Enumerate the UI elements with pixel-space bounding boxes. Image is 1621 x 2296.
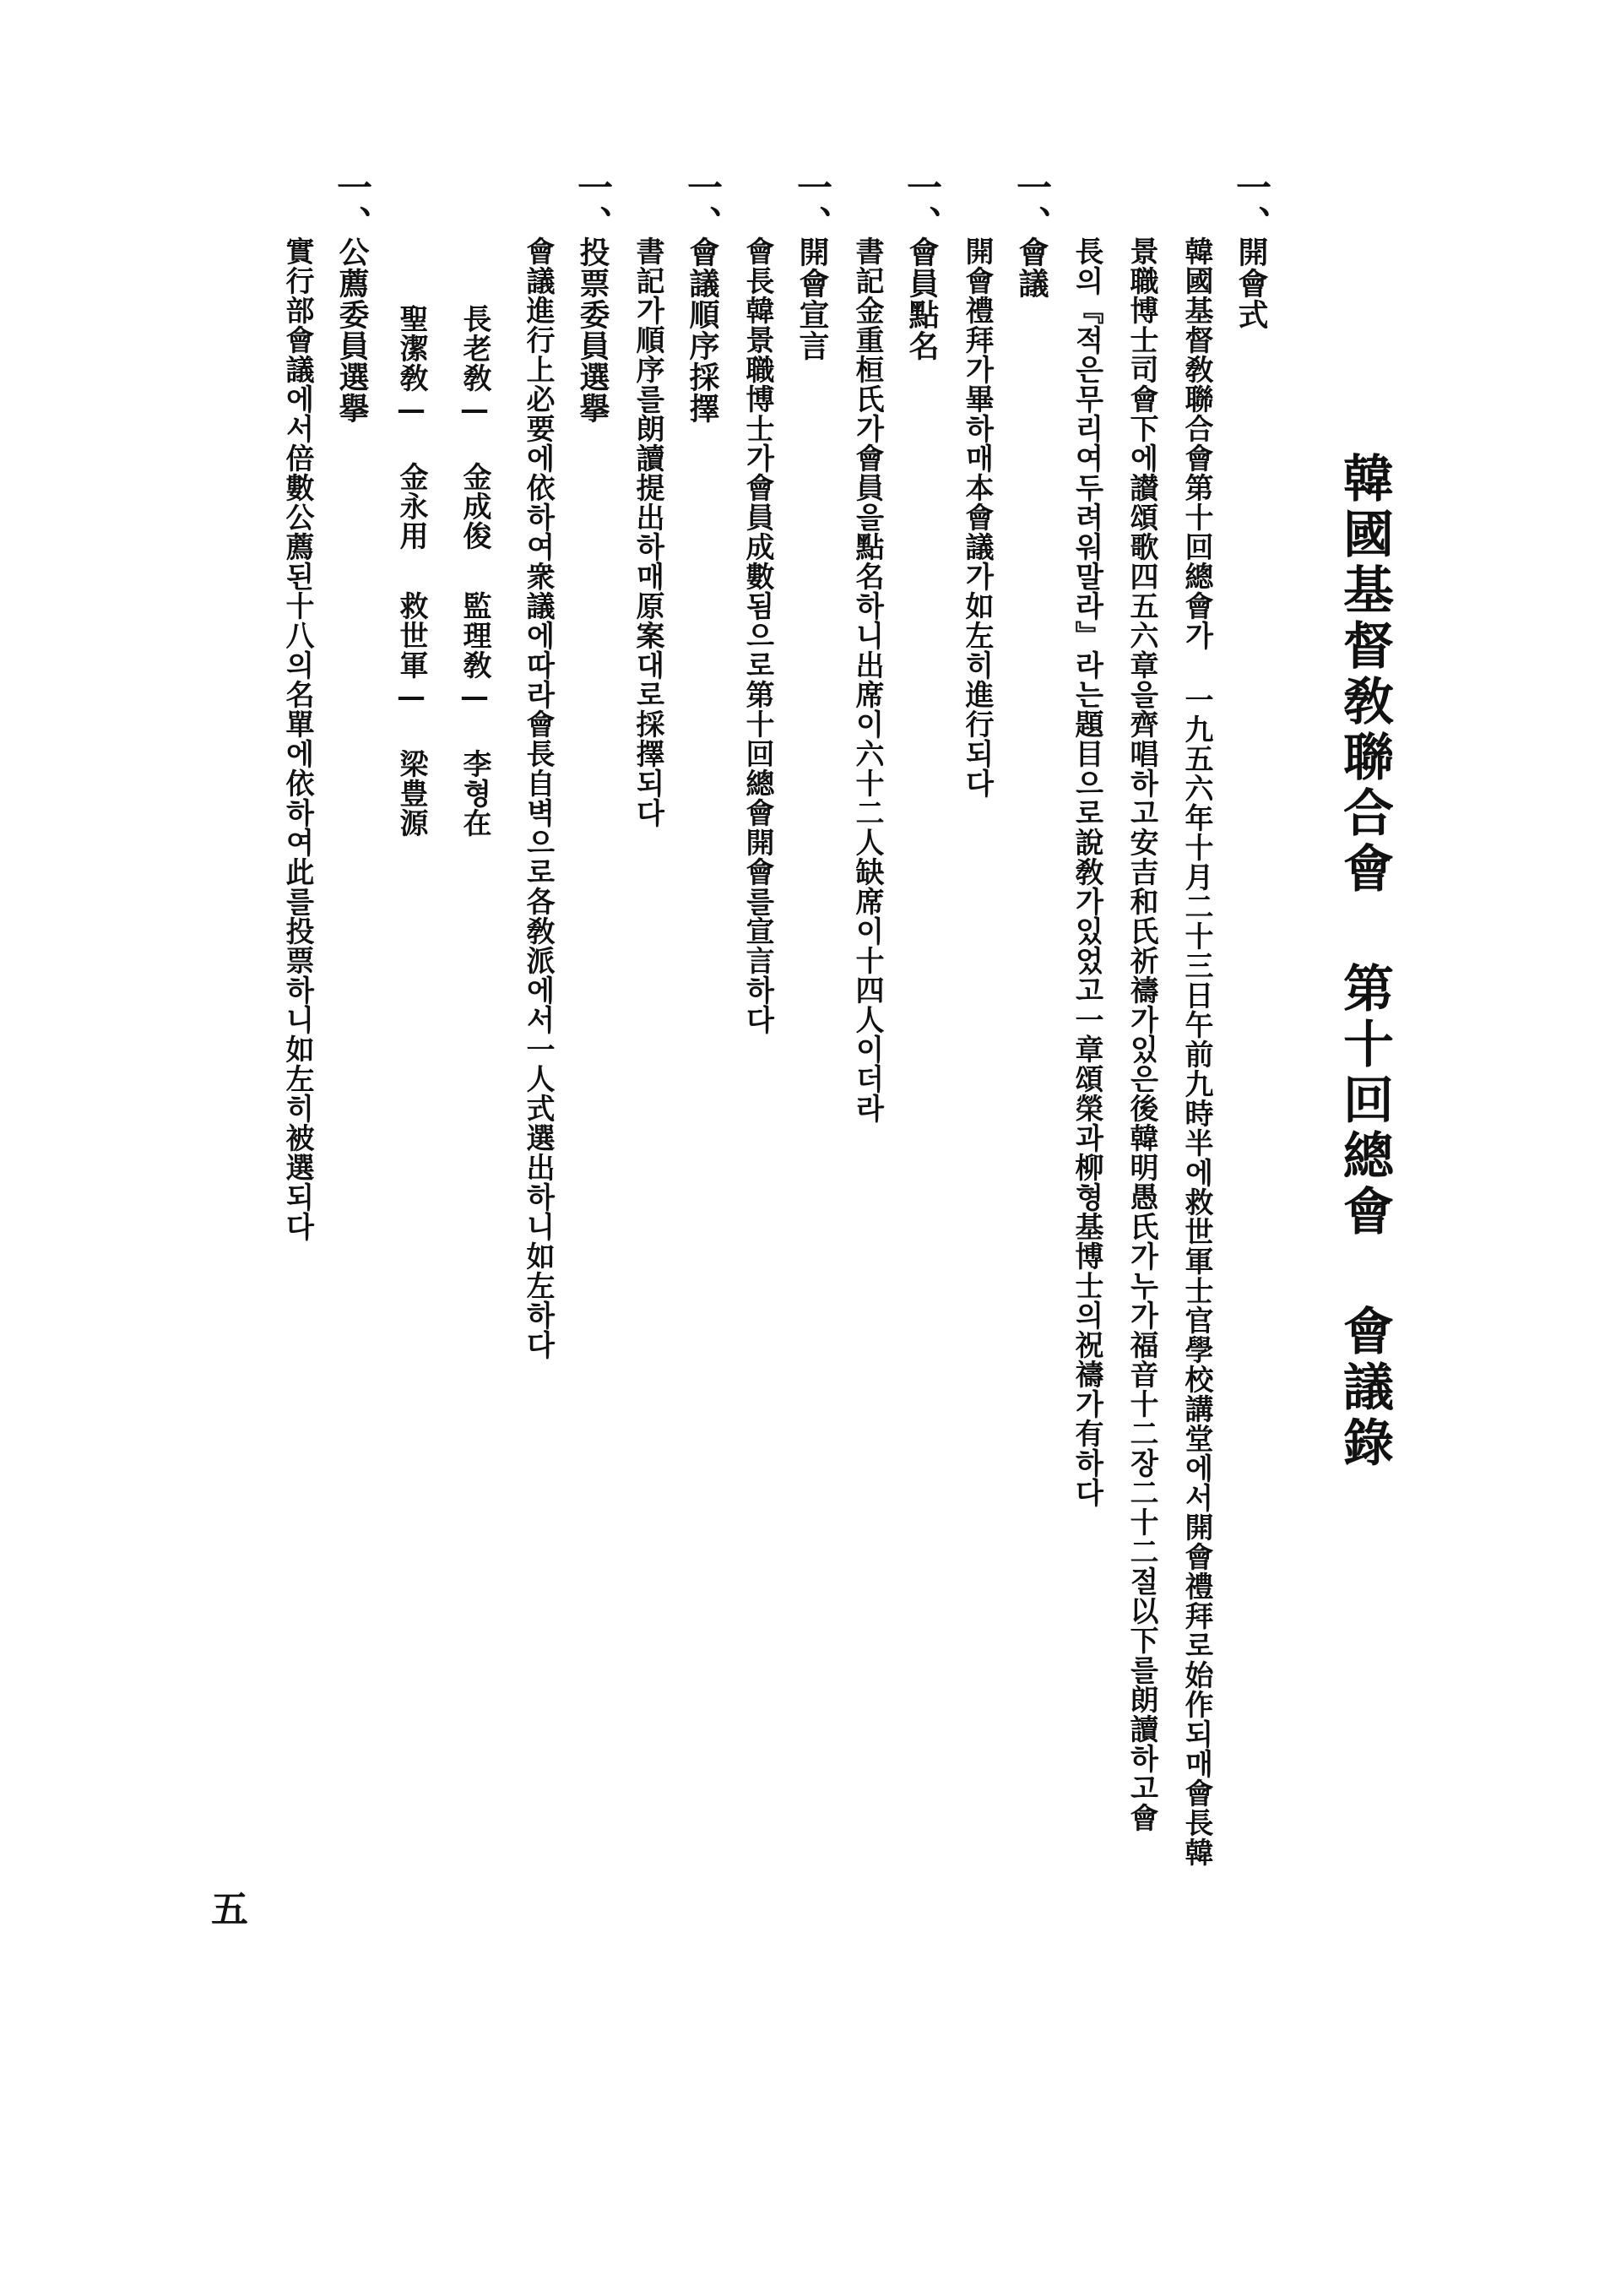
section-text-line: 韓國基督敎聯合會第十回總會가 一九五六年十月二十三日午前九時半에救世軍士官學校講堂에서開會禮拜로始作되매會長韓 xyxy=(1179,236,1213,1867)
section-heading-opening-declaration: 開會宣言 xyxy=(794,236,830,361)
section-text-line: 會長韓景職博士가會員成數됨으로第十回總會開會를宣言하다 xyxy=(740,236,774,1034)
section-bullet: 一、 xyxy=(1231,169,1272,242)
document-title: 韓國基督敎聯合會 第十回總會 會議錄 xyxy=(1335,452,1394,1472)
section-heading-meeting: 會議 xyxy=(1014,236,1049,299)
section-text-line: 長의『적은무리여두려워말라』라는題目으로說敎가있었고一章頌榮과柳형基博士의祝禱가有하다 xyxy=(1070,236,1103,1507)
section-heading-nominating-committee: 公薦委員選擧 xyxy=(334,236,370,424)
section-bullet: 一、 xyxy=(572,169,614,242)
section-heading-agenda-adoption: 會議順序採擇 xyxy=(685,236,720,424)
page-number: 五 xyxy=(211,1888,248,1931)
section-heading-ballot-committee: 投票委員選擧 xyxy=(575,236,610,424)
section-bullet: 一、 xyxy=(902,169,943,242)
section-text-line: 書記가順序를朗讀提出하매原案대로採擇되다 xyxy=(631,236,664,828)
section-text-line: 開會禮拜가畢하매本會議가如左히進行되다 xyxy=(960,236,994,798)
section-bullet: 一、 xyxy=(792,169,833,242)
elected-member: 長老敎— 金成俊 xyxy=(458,304,491,551)
section-text-line: 景職博士司會下에讃頌歌四五六章을齊唱하고安吉和氏祈禱가있은後韓明愚氏가누가福音十二장二十二절以下를朗讀하고會 xyxy=(1125,236,1158,1832)
section-bullet: 一、 xyxy=(332,169,373,242)
section-text-line: 書記金重桓氏가會員을點名하니出席이六十二人缺席이十四人이더라 xyxy=(850,236,884,1123)
section-bullet: 一、 xyxy=(682,169,724,242)
section-heading-opening: 開會式 xyxy=(1233,236,1269,330)
section-text-line: 實行部會議에서倍數公薦된十八의名單에依하여此를投票하니如左히被選되다 xyxy=(280,236,314,1241)
section-text-line: 會議進行上必要에依하여衆議에따라會長自벽으로各敎派에서一人式選出하니如左하다 xyxy=(521,236,555,1360)
elected-member: 監理敎— 李형在 xyxy=(458,591,491,838)
section-bullet: 一、 xyxy=(1011,169,1053,242)
section-heading-roll-call: 會員點名 xyxy=(904,236,940,361)
elected-member: 聖潔敎— 金永用 xyxy=(394,304,428,551)
elected-member: 救世軍— 梁豊源 xyxy=(394,591,428,838)
